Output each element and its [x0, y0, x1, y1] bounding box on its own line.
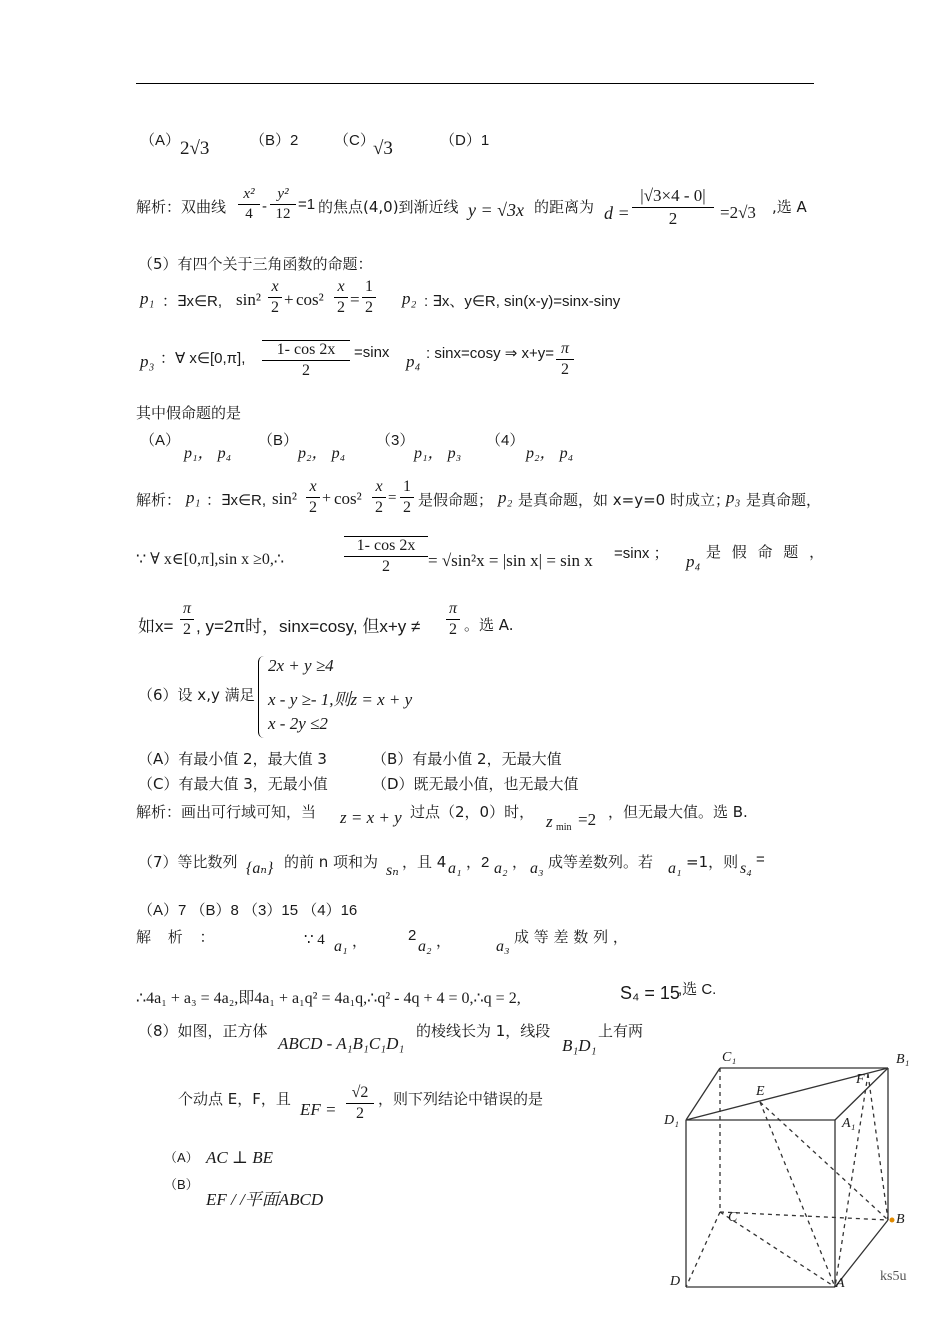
q5-p4-text: : sinx=cosy ⇒ x+y= — [426, 345, 555, 362]
q8-ef-frac: √2 2 — [346, 1084, 374, 1123]
q4-solution-prefix: 解析：双曲线 — [136, 198, 227, 216]
q6-option-c: （C）有最大值 3，无最小值 — [138, 775, 328, 793]
q8-option-a: （A） — [164, 1150, 199, 1165]
q5-option-a: （A） — [140, 432, 181, 449]
q4-choice: ,选 A — [772, 198, 807, 216]
q6-system-2: x - y ≥- 1,则z = x + y — [268, 690, 413, 709]
q4-asymptote: y = √3x — [468, 200, 525, 220]
figure-label-c: C — [728, 1210, 738, 1225]
q7-stem-f: 成等差数列。若 — [548, 853, 654, 871]
q7-options: （A）7 （B）8 （3）15 （4）16 — [138, 902, 358, 919]
q8-line2-a: 个动点 E，F，且 — [178, 1090, 291, 1108]
figure-label-a: A — [836, 1276, 845, 1291]
q6-solution-c: ，但无最大值。选 B. — [608, 803, 748, 821]
q8-segment: B₁D₁ — [562, 1036, 597, 1055]
q5-sol-line2-b: = √sin²x = |sin x| = sin x — [428, 551, 593, 570]
cube-figure — [650, 1040, 940, 1300]
q7-sol1-c: a₁ — [334, 938, 348, 955]
q5-p3-sqrt-frac: 1- cos 2x 2 — [262, 340, 350, 380]
q7-sol2: ∴4a₁ + a₃ = 4a₂,即4a₁ + a₁q² = 4a₁q,∴q² - 4q + 4 = 0,∴q = 2, — [136, 990, 521, 1007]
figure-label-e: E — [756, 1084, 765, 1099]
q7-stem-d: ，2 — [466, 854, 490, 871]
q7-sn: sₙ — [386, 862, 399, 879]
q7-s4: s₄ — [740, 860, 752, 877]
q6-solution-a: 解析：画出可行域可知，当 — [136, 803, 317, 821]
q6-stem: （6）设 x,y 满足 — [138, 686, 255, 704]
figure-label-b: B — [896, 1212, 905, 1227]
q5-sol-line3-a: 如x= — [138, 617, 174, 636]
figure-label-d1: D₁ — [664, 1113, 679, 1128]
q7-stem-b: 的前 n 项和为 — [284, 853, 379, 871]
q5-stem: （5）有四个关于三角函数的命题： — [138, 255, 373, 273]
q5-sol-line2-a: ∵ ∀ x∈[0,π],sin x ≥0,∴ — [136, 551, 285, 568]
q4-option-a-label: （A） — [140, 132, 181, 149]
q5-sol-text-c: 是真命题，如 x=y=0 时成立； — [518, 491, 730, 509]
q4-solution-mid2: 的距离为 — [534, 198, 595, 216]
q5-sol-cos2: cos² — [334, 489, 362, 508]
q8-option-b: （B） — [164, 1177, 199, 1192]
q6-solution-min: min — [556, 822, 572, 833]
q7-stem-c: ，且 4 — [402, 853, 447, 871]
q6-brace — [258, 656, 265, 738]
q4-d-label: d = — [604, 203, 630, 223]
figure-label-b1: B₁ — [896, 1052, 910, 1067]
q7-sol2-s4: S₄ = 15 — [620, 983, 680, 1003]
q6-system-1: 2x + y ≥4 — [268, 656, 334, 675]
q7-sol2-end: ,选 C. — [678, 981, 717, 998]
q6-solution-b: 过点（2，0）时， — [410, 803, 535, 821]
q6-solution-zmin: z — [546, 812, 553, 831]
q5-sol-line3-frac-b: π 2 — [446, 600, 460, 639]
header-rule — [136, 83, 814, 84]
q7-sol1-a: 解 析 ： — [136, 928, 221, 946]
q6-system-3: x - 2y ≤2 — [268, 714, 328, 733]
q6-solution-eq: =2 — [578, 810, 597, 829]
figure-label-a1: A₁ — [842, 1116, 856, 1131]
watermark: ks5u — [880, 1269, 907, 1284]
q7-stem-h: = — [756, 851, 765, 868]
q6-option-b: （B）有最小值 2，无最大值 — [372, 750, 562, 768]
q5-option-b: （B） — [258, 432, 299, 449]
q8-line2-b: ，则下列结论中错误的是 — [378, 1090, 544, 1108]
q5-sol-eq: = — [388, 490, 397, 506]
q5-option-d: （4） — [486, 432, 525, 449]
q4-solution-mid: 的焦点(4,0)到渐近线 — [318, 198, 459, 216]
q5-sol-line3-b: , y=2π时，sinx=cosy, 但x+y ≠ — [196, 617, 421, 636]
q7-sol1-f: a₂ — [418, 938, 432, 955]
q7-seq: {aₙ} — [246, 860, 274, 877]
q6-solution-z: z = x + y — [340, 808, 402, 827]
q8-stem-a: （8）如图，正方体 — [138, 1022, 268, 1040]
point-b-marker — [890, 1218, 895, 1223]
q5-sol-p2: p₂ — [498, 488, 513, 507]
q5-sol-sqrt-frac: 1- cos 2x 2 — [344, 536, 428, 576]
q5-p1-plus: + — [284, 290, 294, 309]
q4-frac-x: x² 4 — [238, 186, 260, 223]
q8-ef: EF = — [300, 1100, 337, 1119]
q6-option-a: （A）有最小值 2，最大值 3 — [138, 750, 327, 768]
q7-sol1-h: a₃ — [496, 938, 510, 955]
q5-option-b-value: p₂， p₄ — [298, 445, 346, 462]
q5-option-d-value: p₂， p₄ — [526, 445, 574, 462]
q5-sol-frac-a: x 2 — [306, 478, 320, 517]
q5-sol-text-b: 是假命题； — [418, 491, 494, 509]
figure-label-f: F — [856, 1072, 865, 1087]
q4-eq-tail: =1 — [298, 196, 316, 213]
q4-minus: - — [262, 198, 267, 215]
q5-p4-frac: π 2 — [556, 340, 574, 379]
q5-p3-label: p₃ — [140, 352, 155, 371]
q5-p3-text: ：∀ x∈[0,π], — [160, 350, 246, 367]
q4-frac-y: y² 12 — [270, 186, 296, 223]
q5-sol-line3-c: 。选 A. — [464, 616, 514, 634]
q5-p1-frac-b: x 2 — [334, 278, 348, 317]
q5-p3-tail: =sinx — [354, 344, 390, 361]
figure-label-d: D — [670, 1274, 681, 1289]
q7-sol1-e: 2 — [408, 927, 417, 944]
q7-stem-a: （7）等比数列 — [138, 853, 238, 871]
q5-option-c-value: p₁， p₃ — [414, 445, 462, 462]
q5-p1-eq: = — [350, 290, 360, 309]
q6-option-d: （D）既无最小值，也无最大值 — [372, 775, 579, 793]
q8-option-b-value: EF / /平面ABCD — [206, 1190, 324, 1209]
q5-p1-frac-a: x 2 — [268, 278, 282, 317]
q7-stem-g: =1，则 — [686, 853, 739, 871]
q7-stem-e: ， — [512, 854, 528, 871]
q5-sol-text-d: 是真命题， — [746, 491, 822, 509]
q5-sol-line2-c: =sinx ； — [614, 545, 669, 562]
q5-sol-sin2: sin² — [272, 489, 297, 508]
q5-sol-line3-frac-a: π 2 — [180, 600, 194, 639]
q8-stem-b: 的棱线长为 1，线段 — [416, 1022, 551, 1040]
q5-sol-p3: p₃ — [726, 488, 741, 507]
q5-p1-label: p₁ — [140, 289, 155, 308]
q4-option-b: （B）2 — [250, 132, 299, 149]
q8-option-a-value: AC ⊥ BE — [206, 1148, 273, 1167]
q4-distance-frac: |√3×4 - 0| 2 — [632, 186, 714, 229]
figure-label-c1: C₁ — [722, 1050, 737, 1065]
q5-p2-text: : ∃x、y∈R, sin(x-y)=sinx-siny — [424, 293, 621, 310]
q8-stem-c: 上有两 — [598, 1022, 644, 1040]
q4-option-c-value: √3 — [373, 138, 393, 159]
q7-sol1-b: ∵ 4 — [304, 932, 325, 948]
q7-a2: a₂ — [494, 860, 508, 877]
q7-a1-b: a₁ — [668, 860, 682, 877]
q5-p1-text: ：∃x∈R, — [162, 293, 223, 310]
q4-option-d: （D）1 — [440, 132, 490, 149]
q5-false-question: 其中假命题的是 — [136, 404, 242, 422]
q8-cube: ABCD - A₁B₁C₁D₁ — [278, 1034, 405, 1053]
q5-p1-sin2: sin² — [236, 290, 261, 309]
q7-sol1-i: 成 等 差 数 列 ， — [514, 928, 628, 946]
q5-p4-label: p₄ — [406, 352, 421, 371]
q5-sol-text-a: ：∃x∈R, — [206, 492, 267, 509]
q7-sol1-d: ， — [352, 933, 368, 950]
q5-p1-cos2: cos² — [296, 290, 324, 309]
q5-sol-line2-d: 是 假 命 题 ， — [706, 543, 828, 561]
q7-a1: a₁ — [448, 860, 462, 877]
q4-option-c-label: （C） — [334, 132, 375, 149]
q5-sol-p4: p₄ — [686, 552, 701, 571]
q5-sol-frac-b: x 2 — [372, 478, 386, 517]
q5-option-c: （3） — [376, 432, 415, 449]
q4-result: =2√3 — [720, 203, 756, 222]
q5-sol-prefix: 解析： — [136, 491, 182, 509]
q7-a3: a₃ — [530, 860, 544, 877]
q5-sol-p1: p₁ — [186, 488, 201, 507]
q5-option-a-value: p₁， p₄ — [184, 445, 232, 462]
q5-sol-plus: + — [322, 490, 332, 507]
q4-option-a-value: 2√3 — [180, 138, 210, 159]
q5-p2-label: p₂ — [402, 289, 417, 308]
q5-sol-frac-c: 1 2 — [400, 478, 414, 517]
q7-sol1-g: ， — [436, 933, 452, 950]
q5-p1-frac-c: 1 2 — [362, 278, 376, 317]
